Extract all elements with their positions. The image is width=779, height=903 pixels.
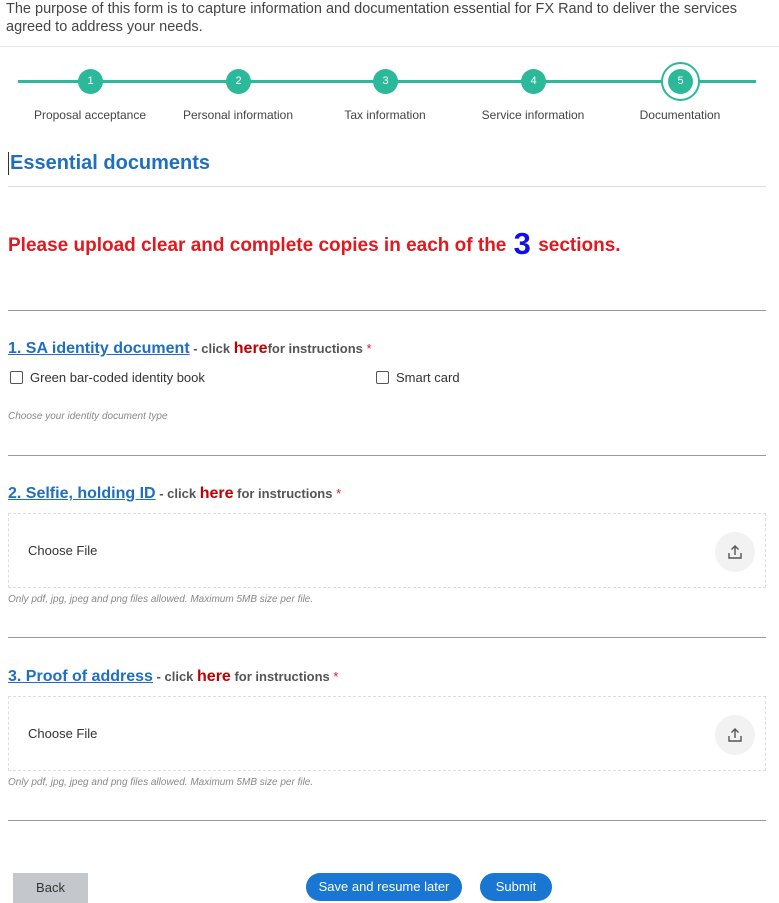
identity-document-heading — [8, 340, 372, 358]
step-number: 4 — [521, 69, 546, 94]
back-button[interactable]: Back — [13, 873, 88, 903]
selfie-hint: Only pdf, jpg, jpeg and png files allowed. Maximum 5MB size per file. — [8, 594, 314, 605]
checkbox[interactable] — [10, 371, 23, 384]
banner-text: Please upload clear and complete copies in each of the — [8, 235, 507, 256]
address-hint: Only pdf, jpg, jpeg and png files allowed. Maximum 5MB size per file. — [8, 777, 314, 788]
form-intro: The purpose of this form is to capture information and documentation essential for FX Rand to deliver the services agreed to address your needs. — [6, 1, 738, 35]
proof-of-address-title[interactable]: 3. Proof of address — [8, 668, 153, 685]
upload-button[interactable] — [715, 715, 755, 755]
divider — [8, 820, 766, 821]
option-label: Green bar-coded identity book — [30, 370, 205, 385]
step-label: Personal information — [182, 108, 294, 122]
step-label: Documentation — [639, 108, 721, 122]
click-text: - click — [193, 341, 231, 356]
required-marker: * — [366, 341, 372, 356]
instructions-link[interactable]: here — [199, 485, 234, 502]
click-text: - click — [156, 669, 194, 684]
upload-instructions-banner — [8, 226, 621, 262]
progress-stepper — [0, 60, 779, 130]
instructions-link[interactable]: here — [233, 340, 268, 357]
selfie-upload-field[interactable] — [8, 513, 766, 588]
checkbox[interactable] — [376, 371, 389, 384]
proof-of-address-upload-field[interactable] — [8, 696, 766, 771]
instructions-text: for instructions — [237, 486, 333, 501]
step-number: 2 — [226, 69, 251, 94]
upload-icon — [726, 543, 744, 561]
step-number: 3 — [373, 69, 398, 94]
required-marker: * — [333, 669, 339, 684]
option-smart-card[interactable] — [376, 370, 460, 385]
choose-file-label[interactable]: Choose File — [28, 543, 98, 558]
identity-hint: Choose your identity document type — [8, 411, 168, 422]
submit-button[interactable]: Submit — [480, 873, 552, 901]
divider — [8, 310, 766, 311]
instructions-link[interactable]: here — [197, 668, 231, 685]
option-label: Smart card — [396, 370, 460, 385]
step-label: Service information — [481, 108, 585, 122]
required-marker: * — [336, 486, 342, 501]
divider — [8, 186, 766, 187]
step-label: Proposal acceptance — [33, 108, 147, 122]
click-text: - click — [159, 486, 197, 501]
banner-text: sections. — [538, 235, 621, 256]
step-label: Tax information — [344, 108, 426, 122]
divider — [8, 455, 766, 456]
instructions-text: for instructions — [267, 341, 363, 356]
divider — [8, 637, 766, 638]
option-green-id-book[interactable] — [10, 370, 205, 385]
upload-button[interactable] — [715, 532, 755, 572]
selfie-heading — [8, 485, 341, 503]
divider — [0, 46, 779, 47]
upload-icon — [726, 726, 744, 744]
identity-document-title[interactable]: 1. SA identity document — [8, 340, 190, 357]
save-and-resume-button[interactable]: Save and resume later — [306, 873, 462, 901]
section-count: 3 — [513, 226, 531, 261]
step-number: 1 — [78, 69, 103, 94]
choose-file-label[interactable]: Choose File — [28, 726, 98, 741]
step-number: 5 — [668, 69, 693, 94]
instructions-text: for instructions — [234, 669, 330, 684]
selfie-title[interactable]: 2. Selfie, holding ID — [8, 485, 156, 502]
page-title: Essential documents — [10, 152, 211, 174]
proof-of-address-heading — [8, 668, 338, 686]
